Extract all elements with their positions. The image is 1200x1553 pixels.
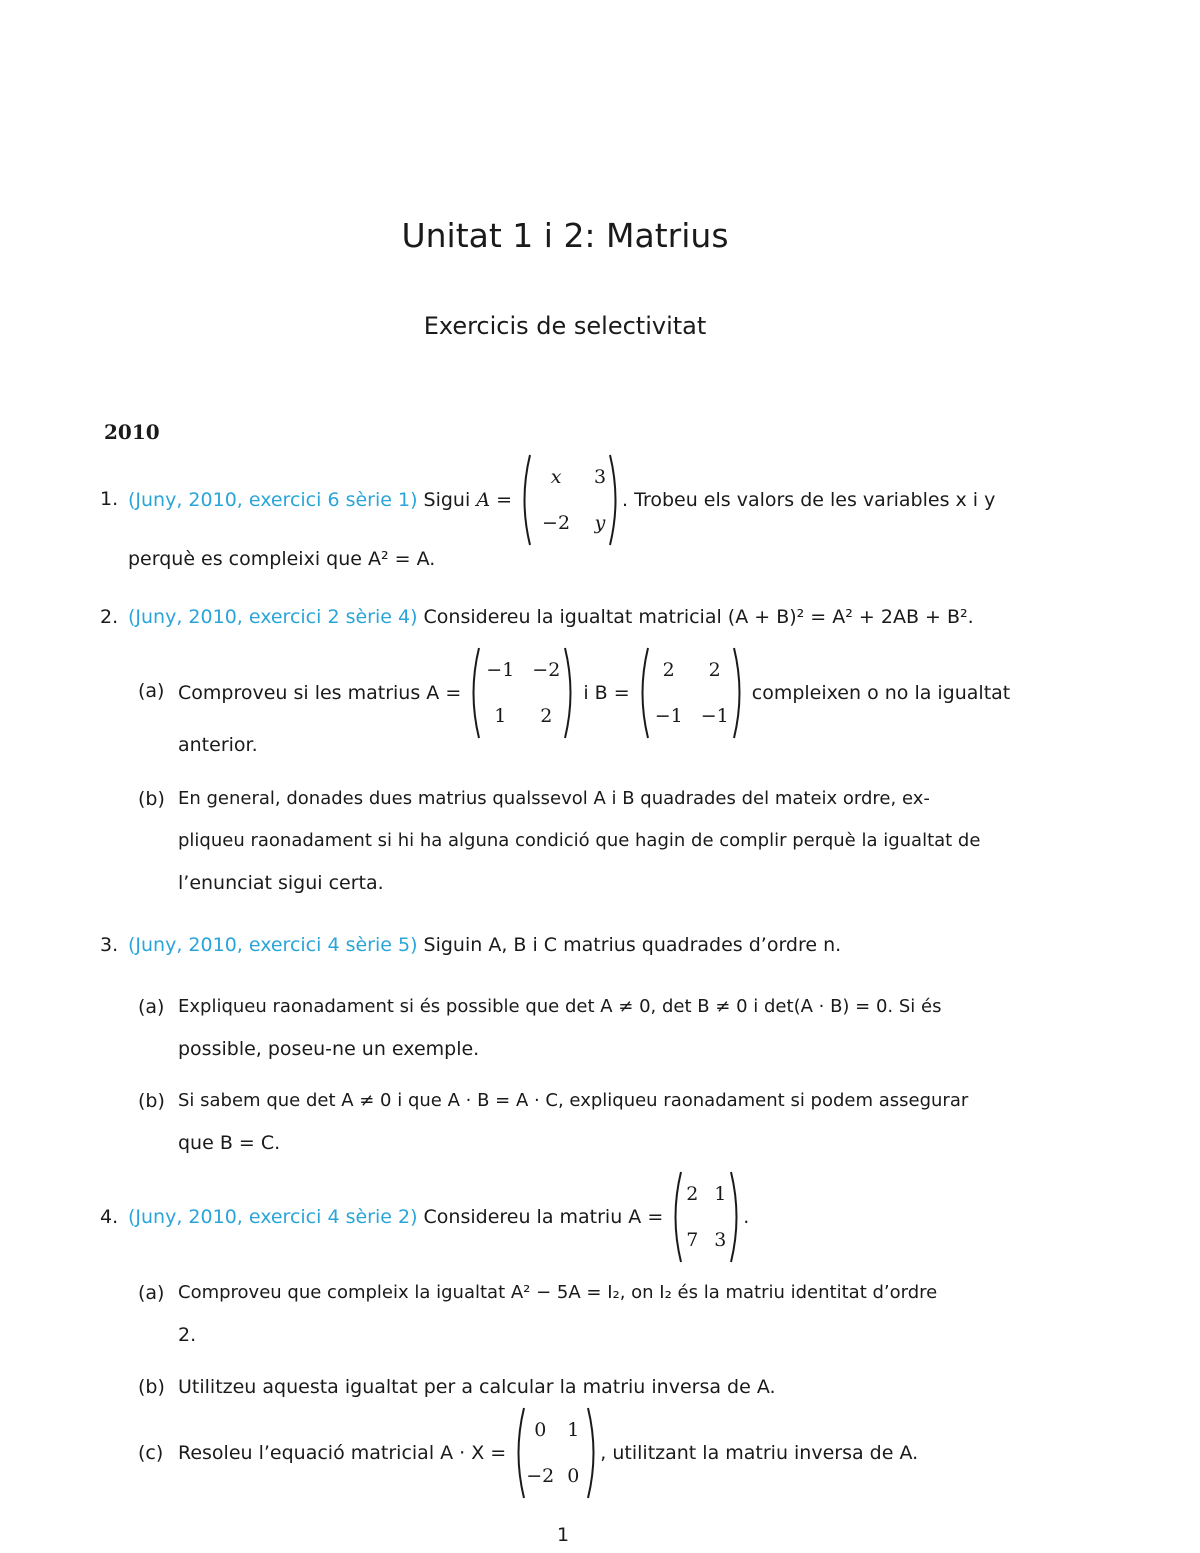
exercise-2-ref[interactable]: (Juny, 2010, exercici 2 sèrie 4) — [128, 606, 418, 628]
matrix-cell: 2 — [708, 659, 721, 681]
exercise-3-text: Siguin A, B i C matrius quadrades d’ordre n. — [423, 934, 842, 956]
matrix-cell: 1 — [714, 1183, 727, 1205]
exercise-3-line1 — [128, 934, 841, 956]
matrix-cell: −2 — [526, 1465, 555, 1487]
exercise-4a-label: (a) — [138, 1282, 165, 1304]
exercise-3-number: 3. — [100, 934, 119, 956]
exercise-4c-lead: Resoleu l’equació matricial A · X = — [178, 1442, 507, 1464]
matrix-cell: −2 — [532, 659, 561, 681]
exercise-2-text: Considereu la igualtat matricial (A + B)² = A² + 2AB + B². — [423, 606, 974, 628]
matrix-cell: x — [550, 466, 562, 488]
exercise-2a-line2: anterior. — [178, 734, 258, 756]
exercise-2b-line2: pliqueu raonadament si hi ha alguna condició que hagin de complir perquè la igualtat de — [178, 830, 981, 851]
exercise-4-lead: Considereu la matriu A = — [423, 1206, 664, 1228]
exercise-3a-label: (a) — [138, 996, 165, 1018]
exercise-2a-label: (a) — [138, 680, 165, 702]
exercise-3b-line1: Si sabem que det A ≠ 0 i que A · B = A · C, expliqueu raonadament si podem assegurar — [178, 1090, 969, 1111]
matrix-cell: 2 — [662, 659, 675, 681]
exercise-1-line2: perquè es compleixi que A² = A. — [128, 548, 436, 570]
exercise-1-after: . Trobeu els valors de les variables x i y — [622, 489, 996, 511]
matrix-cell: 2 — [540, 705, 553, 727]
exercise-2-line1 — [128, 606, 974, 628]
exercise-4a-line2: 2. — [178, 1324, 197, 1346]
exercise-2b-label: (b) — [138, 788, 165, 810]
exercise-1-ref[interactable]: (Juny, 2010, exercici 6 sèrie 1) — [128, 489, 418, 511]
matrix-cell: 1 — [567, 1419, 580, 1441]
exercise-2a-line1 — [178, 646, 1010, 740]
exercise-4-line1 — [128, 1170, 749, 1264]
exercise-3b-line2: que B = C. — [178, 1132, 281, 1154]
exercise-4c-line1 — [178, 1406, 918, 1500]
matrix-cell: 7 — [686, 1229, 699, 1251]
matrix-cell: 0 — [567, 1465, 580, 1487]
exercise-2-number: 2. — [100, 606, 119, 628]
exercise-3a-line1: Expliqueu raonadament si és possible que det A ≠ 0, det B ≠ 0 i det(A · B) = 0. Si és — [178, 996, 942, 1017]
exercise-4c-label: (c) — [138, 1442, 164, 1464]
matrix-cell: −2 — [542, 512, 571, 534]
exercise-2a-lead: Comproveu si les matrius A = — [178, 682, 462, 704]
matrix-cell: 1 — [494, 705, 507, 727]
exercise-2b-line1: En general, donades dues matrius qualssevol A i B quadrades del mateix ordre, ex- — [178, 788, 930, 809]
exercise-4-after: . — [743, 1206, 750, 1228]
exercise-2a-mid: i B = — [583, 682, 630, 704]
page-title: Unitat 1 i 2: Matrius — [401, 216, 729, 255]
exercise-1-lead: Sigui — [423, 489, 471, 511]
exercise-4b-line1: Utilitzeu aquesta igualtat per a calcular la matriu inversa de A. — [178, 1376, 776, 1398]
matrix-cell: 3 — [594, 466, 607, 488]
exercise-1-var: A = — [476, 489, 512, 511]
section-year: 2010 — [104, 420, 160, 444]
exercise-3b-label: (b) — [138, 1090, 165, 1112]
page-subtitle: Exercicis de selectivitat — [423, 312, 707, 340]
matrix-x-ex4 — [512, 1407, 600, 1499]
exercise-2b-line3: l’enunciat sigui certa. — [178, 872, 384, 894]
matrix-cell: −1 — [654, 705, 683, 727]
exercise-2a-after: compleixen o no la igualtat — [751, 682, 1011, 704]
exercise-4-ref[interactable]: (Juny, 2010, exercici 4 sèrie 2) — [128, 1206, 418, 1228]
exercise-4c-after: , utilitzant la matriu inversa de A. — [600, 1442, 919, 1464]
matrix-cell: −1 — [486, 659, 515, 681]
matrix-b-ex2 — [636, 647, 746, 739]
matrix-a-ex2 — [467, 647, 577, 739]
matrix-cell: 3 — [714, 1229, 727, 1251]
matrix-cell: 0 — [534, 1419, 547, 1441]
exercise-1-number: 1. — [100, 488, 119, 510]
exercise-1-line1 — [128, 452, 995, 548]
exercise-4b-label: (b) — [138, 1376, 165, 1398]
exercise-3a-line2: possible, poseu-ne un exemple. — [178, 1038, 480, 1060]
matrix-a-ex4 — [669, 1171, 743, 1263]
matrix-a-ex1 — [518, 454, 622, 546]
exercise-4a-line1: Comproveu que compleix la igualtat A² − 5A = I₂, on I₂ és la matriu identitat d’ordre — [178, 1282, 938, 1303]
matrix-cell: y — [594, 512, 606, 534]
matrix-cell: −1 — [700, 705, 729, 727]
matrix-cell: 2 — [686, 1183, 699, 1205]
exercise-3-ref[interactable]: (Juny, 2010, exercici 4 sèrie 5) — [128, 934, 418, 956]
exercise-4-number: 4. — [100, 1206, 119, 1228]
page-number: 1 — [557, 1524, 570, 1546]
